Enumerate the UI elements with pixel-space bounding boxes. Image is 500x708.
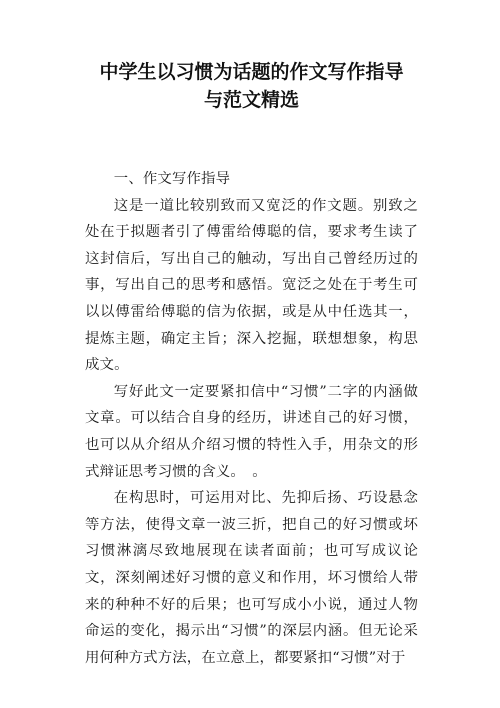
section-heading: 一、作文写作指导 [113,171,231,187]
title-line-1: 中学生以习惯为话题的作文写作指导 [99,61,404,83]
paragraph-1: 这是一道比较别致而又宽泛的作文题。别致之处在于拟题者引了傅雷给傅聪的信，要求考生读了这封信后，写出自己的触动，写出自己曾经历过的事，写出自己的思考和感悟。宽泛之处在于考生可以以傅雷给傅聪的信为依据，或是从中任选其一，提炼主题，确定主旨；深入挖掘，联想想象，构思成文。 [85,197,418,374]
paragraph-3: 在构思时，可运用对比、先抑后扬、巧设悬念等方法，使得文章一波三折，把自己的好习惯或坏习惯淋漓尽致地展现在读者面前；也可写成议论文，深刻阐述好习惯的意义和作用，坏习惯给人带来的种种不好的后果；也可写成小小说，通过人物命运的变化，揭示出“习惯”的深层内涵。但无论采用何种方式方法，在立意上，都要紧扣“习惯”对于 [85,490,418,666]
paragraph-2: 写好此文一定要紧扣信中“习惯”二字的内涵做文章。可以结合自身的经历，讲述自己的好习惯，也可以从介绍从介绍习惯的特性入手，用杂文的形式辩证思考习惯的含义。 。 [85,383,418,480]
document-title [85,58,418,114]
title-line-2: 与范文精选 [203,89,299,111]
document-body [85,166,418,671]
